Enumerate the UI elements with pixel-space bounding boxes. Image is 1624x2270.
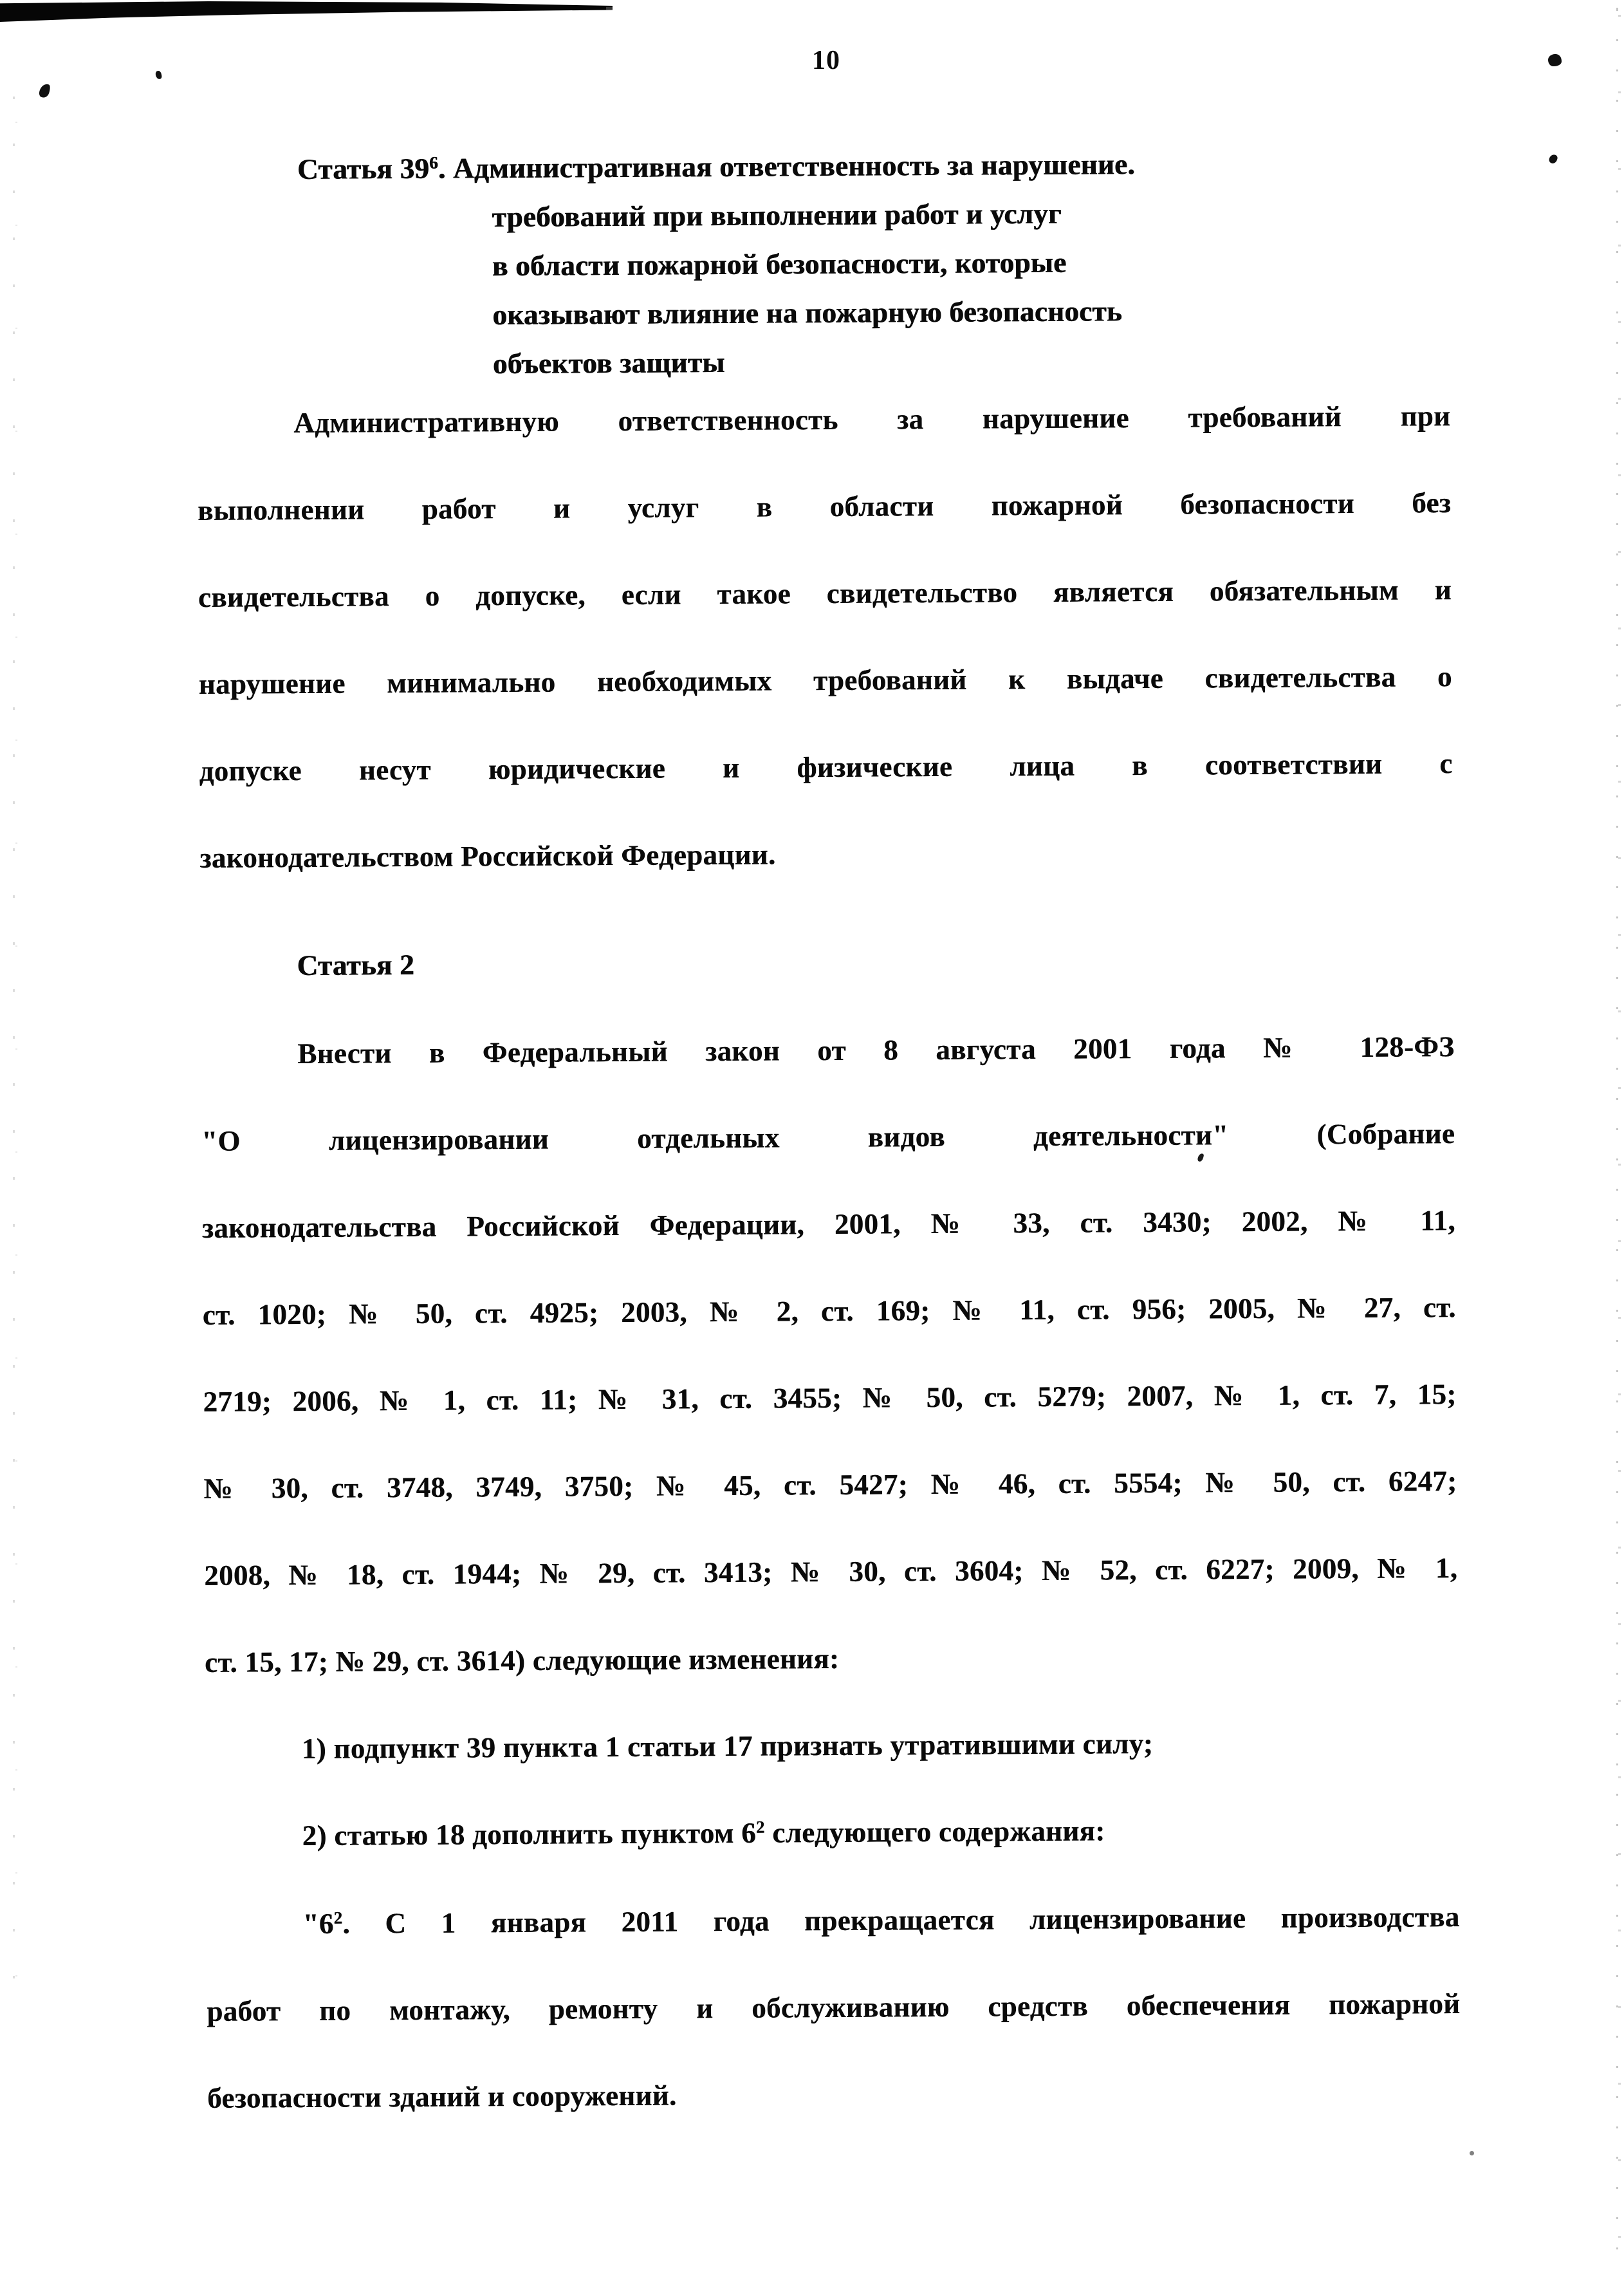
text-line: Статья $39^6$. Административная ответственность за нарушение. (297, 148, 1135, 186)
text-line: законодательством Российской Федерации. (199, 838, 776, 874)
text-line: "$6^2$. С 1 января 2011 года прекращается лицензирование производства (302, 1901, 1460, 1940)
text-line: Административную ответственность за нарушение требований при (293, 400, 1451, 440)
text-line: свидетельства о допуске, если такое свидетельство является обязательным и (198, 573, 1452, 613)
text-line: нарушение минимально необходимых требований к выдаче свидетельства о (198, 660, 1452, 700)
paragraph-administrative-liability (197, 373, 1453, 902)
text-line: 2719; 2006, № 1, ст. 11; № 31, ст. 3455; № 50, ст. 5279; 2007, № 1, ст. 7, 15; (203, 1378, 1457, 1418)
heading-article-39-6 (297, 138, 1354, 389)
scan-speck (1470, 2151, 1474, 2155)
list-amendments (205, 1698, 1459, 1880)
text-line: Внести в Федеральный закон от 8 августа 2001 года № 128-ФЗ (297, 1030, 1455, 1070)
text-line: 1) подпункт 39 пункта 1 статьи 17 признать утратившими силу; (301, 1727, 1154, 1765)
scan-speck (1548, 153, 1558, 164)
superscript: 6 (429, 153, 438, 172)
text-line: Статья 2 (297, 948, 414, 982)
text-line: требований при выполнении работ и услуг (492, 197, 1062, 234)
text-line: оказывают влияние на пожарную безопасность (492, 295, 1122, 331)
text-line: 2) статью 18 дополнить пунктом $6^2$ следующего содержания: (302, 1814, 1105, 1852)
text-line: в области пожарной безопасности, которые (492, 246, 1067, 283)
superscript: 2 (755, 1817, 765, 1837)
text-line: объектов защиты (492, 346, 725, 380)
scan-edge-noise-left (13, 97, 17, 1995)
text-line: ст. 15, 17; № 29, ст. 3614) следующие изменения: (204, 1642, 840, 1679)
text-line: 2008, № 18, ст. 1944; № 29, ст. 3413; № 30, ст. 3604; № 52, ст. 6227; 2009, № 1, (204, 1552, 1458, 1592)
document-content (194, 0, 1462, 2270)
heading-article-2 (297, 939, 1453, 985)
text-line: допуске несут юридические и физические лица в соответствии с (199, 747, 1453, 787)
text-line: № 30, ст. 3748, 3749, 3750; № 45, ст. 5427; № 46, ст. 5554; № 50, ст. 6247; (203, 1465, 1457, 1505)
text-line: выполнении работ и услуг в области пожарной безопасности без (197, 487, 1452, 526)
scan-edge-noise-right (1615, 0, 1621, 2270)
text-line: ст. 1020; № 50, ст. 4925; 2003, № 2, ст. 169; № 11, ст. 956; 2005, № 27, ст. (202, 1291, 1456, 1331)
text-line: "О лицензировании отдельных видов деятельности" (Собрание (201, 1117, 1455, 1157)
paragraph-law-128-fz-amendments (201, 1003, 1459, 1706)
text-line: законодательства Российской Федерации, 2001, № 33, ст. 3430; 2002, № 11, (201, 1204, 1456, 1244)
scan-speck (38, 82, 51, 99)
text-line: безопасности зданий и сооружений. (207, 2079, 677, 2114)
paragraph-clause-6-2 (206, 1874, 1461, 2142)
superscript: 2 (333, 1908, 343, 1928)
page-number: 10 (812, 46, 840, 75)
text-line: работ по монтажу, ремонту и обслуживанию средств обеспечения пожарной (207, 1987, 1461, 2027)
